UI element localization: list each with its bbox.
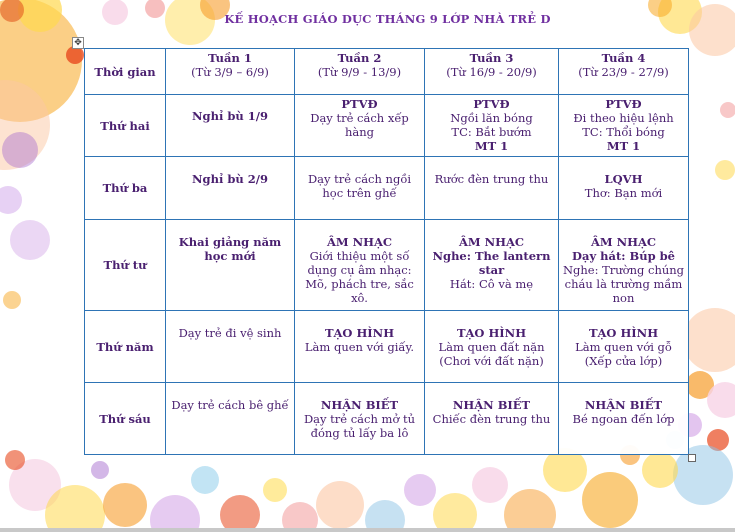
plan-cell <box>425 157 559 220</box>
cell-line: (Xếp cửa lớp) <box>584 354 663 368</box>
cell-subject: NHẬN BIẾT <box>584 398 663 412</box>
cell-subject: Nghỉ bù 1/9 <box>192 109 268 123</box>
week-header-1 <box>166 49 295 95</box>
cell-line: Dạy trẻ đi vệ sinh <box>178 326 282 340</box>
corner-cell: Thời gian <box>85 49 166 95</box>
status-bar-edge <box>0 528 735 532</box>
cell-subject: PTVĐ <box>605 97 642 111</box>
cell-subject: TẠO HÌNH <box>588 326 659 340</box>
week-range: (Từ 23/9 - 27/9) <box>578 65 669 79</box>
day-label: Thứ ba <box>85 157 166 220</box>
cell-subject: NHẬN BIẾT <box>452 398 531 412</box>
table-row-tuesday <box>85 157 689 220</box>
plan-cell <box>166 157 295 220</box>
plan-cell <box>559 220 689 311</box>
document-title: KẾ HOẠCH GIÁO DỤC THÁNG 9 LỚP NHÀ TRẺ D <box>224 12 551 26</box>
cell-line: Giới thiệu một số dụng cụ âm nhạc: Mõ, phách tre, sắc xô. <box>305 249 414 305</box>
cell-line: Dạy trẻ cách ngồi học trên ghế <box>307 172 412 200</box>
plan-cell <box>295 95 425 157</box>
education-plan-table <box>84 48 689 455</box>
week-name: Tuần 2 <box>337 51 382 65</box>
cell-line: Nghe: Trường chúng cháu là trường mầm non <box>562 263 685 305</box>
cell-line: Chiếc đèn trung thu <box>432 412 551 426</box>
cell-subject: ÂM NHẠC <box>458 235 525 249</box>
plan-cell <box>295 311 425 383</box>
cell-line: Hát: Cô và mẹ <box>449 277 534 291</box>
cell-line: TC: Bắt bướm <box>451 125 532 139</box>
cell-line: Dạy trẻ cách bê ghế <box>171 398 289 412</box>
cell-subject: PTVĐ <box>341 97 378 111</box>
cell-line: Rước đèn trung thu <box>434 172 549 186</box>
cell-line: Làm quen với gỗ <box>575 340 672 354</box>
table-move-handle[interactable] <box>72 37 84 49</box>
plan-cell <box>295 220 425 311</box>
day-label: Thứ hai <box>85 95 166 157</box>
plan-cell <box>559 383 689 455</box>
cell-line: Đi theo hiệu lệnh <box>573 111 674 125</box>
table-resize-handle[interactable] <box>688 454 696 462</box>
cell-line: (Chơi với đất nặn) <box>439 354 544 368</box>
move-arrows-icon: ✥ <box>74 38 82 48</box>
cell-subtitle: Nghe: The lantern star <box>432 249 551 277</box>
table-row-wednesday <box>85 220 689 311</box>
cell-line: Ngồi lăn bóng <box>450 111 533 125</box>
cell-subject: PTVĐ <box>473 97 510 111</box>
week-name: Tuần 1 <box>208 51 252 65</box>
table-row-monday <box>85 95 689 157</box>
cell-subject: NHẬN BIẾT <box>320 398 399 412</box>
cell-subtitle: Dạy hát: Búp bê <box>572 249 675 263</box>
cell-subject: TẠO HÌNH <box>456 326 527 340</box>
table-row-thursday <box>85 311 689 383</box>
cell-line: Làm quen đất nặn <box>438 340 545 354</box>
cell-subject: Nghỉ bù 2/9 <box>192 172 268 186</box>
plan-cell <box>295 383 425 455</box>
plan-cell <box>425 220 559 311</box>
cell-line: Bé ngoan đến lớp <box>572 412 675 426</box>
cell-footer: MT 1 <box>606 139 641 153</box>
plan-cell <box>559 311 689 383</box>
plan-cell <box>559 157 689 220</box>
cell-footer: MT 1 <box>474 139 509 153</box>
plan-cell <box>166 383 295 455</box>
plan-cell <box>166 95 295 157</box>
week-header-2 <box>295 49 425 95</box>
plan-cell <box>425 95 559 157</box>
plan-cell <box>425 383 559 455</box>
cell-subject: TẠO HÌNH <box>324 326 395 340</box>
day-label: Thứ tư <box>85 220 166 311</box>
table-header-row <box>85 49 689 95</box>
week-header-3 <box>425 49 559 95</box>
cell-subject: ÂM NHẠC <box>326 235 393 249</box>
cell-subject: LQVH <box>604 172 643 186</box>
week-name: Tuần 3 <box>469 51 514 65</box>
cell-line: Dạy trẻ cách mở tủ đóng tủ lấy ba lô <box>303 412 416 440</box>
week-range: (Từ 16/9 - 20/9) <box>446 65 537 79</box>
plan-cell <box>559 95 689 157</box>
cell-subject: ÂM NHẠC <box>590 235 657 249</box>
plan-cell <box>166 311 295 383</box>
plan-cell <box>295 157 425 220</box>
week-range: (Từ 9/9 - 13/9) <box>317 65 402 79</box>
plan-cell <box>166 220 295 311</box>
cell-line: Làm quen với giấy. <box>304 340 415 354</box>
cell-line: Dạy trẻ cách xếp hàng <box>310 111 409 139</box>
week-range: (Từ 3/9 – 6/9) <box>191 65 269 79</box>
cell-line: Thơ: Bạn mới <box>584 186 663 200</box>
week-header-4 <box>559 49 689 95</box>
plan-cell <box>425 311 559 383</box>
cell-line: TC: Thổi bóng <box>582 125 665 139</box>
week-name: Tuần 4 <box>601 51 646 65</box>
cell-subject: Khai giảng năm học mới <box>178 235 282 263</box>
day-label: Thứ năm <box>85 311 166 383</box>
day-label: Thứ sáu <box>85 383 166 455</box>
table-row-friday <box>85 383 689 455</box>
